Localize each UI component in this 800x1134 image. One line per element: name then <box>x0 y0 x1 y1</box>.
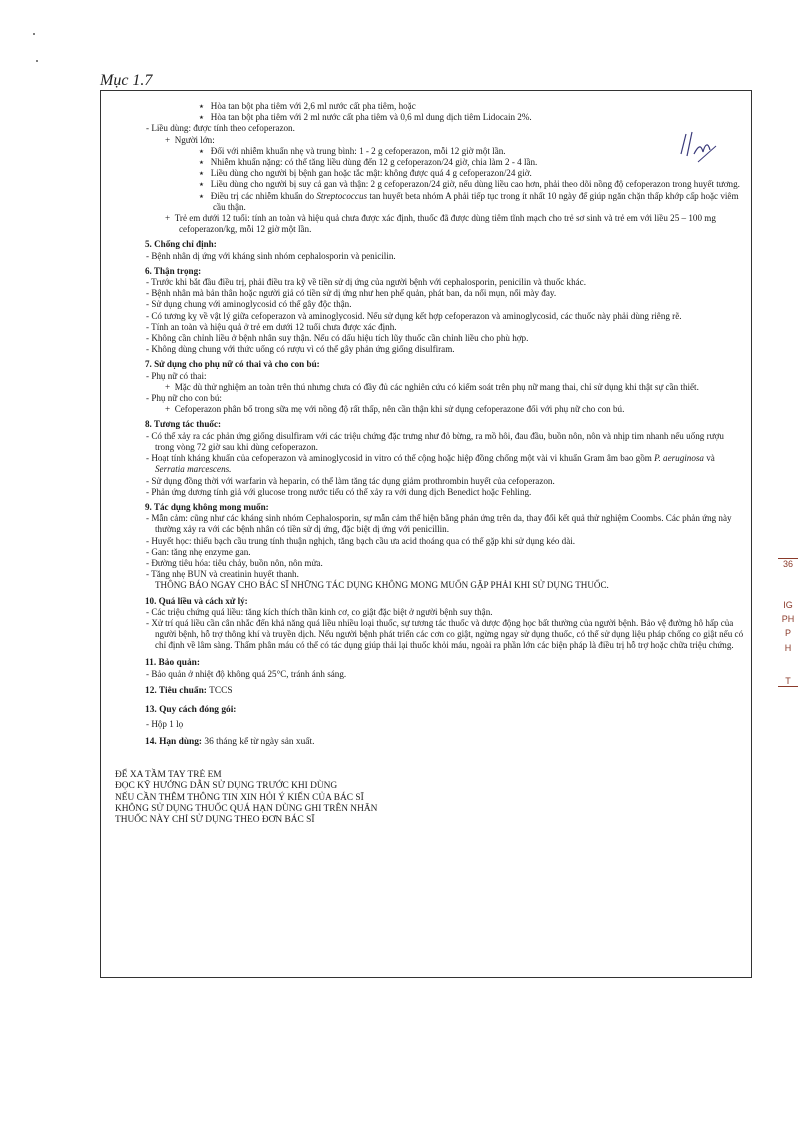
section-item: - Có thể xảy ra các phản ứng giống disulfiram với các triệu chứng đặc trưng như đỏ bừng, ra mồ hôi, đau đầu, buồn nôn, nôn và nhịp tim nhanh nếu uống rượu trong vòng 72 giờ sau khi dùng cefoperazon. <box>146 430 724 452</box>
section-item: - Phụ nữ có thai: <box>146 370 207 381</box>
section-item: - Bảo quản ở nhiệt độ không quá 25°C, tránh ánh sáng. <box>146 668 347 679</box>
section-heading: 9. Tác dụng không mong muốn: <box>145 501 269 512</box>
section-item: - Phản ứng dương tính giả với glucose trong nước tiểu có thể xảy ra với dung dịch Benedict hoặc Fehling. <box>146 486 532 497</box>
section-item: - Hộp 1 lọ <box>146 719 184 730</box>
edge-mark: 36 <box>778 558 798 569</box>
section-item: - Trước khi bắt đầu điều trị, phải điều tra kỹ về tiền sử dị ứng của người bệnh với cephalosporin, penicilin và thuốc khác. <box>146 277 586 288</box>
section-heading: 6. Thận trọng: <box>145 265 202 276</box>
warning-line: KHÔNG SỬ DỤNG THUỐC QUÁ HẠN DÙNG GHI TRÊN NHÃN <box>115 803 378 814</box>
child-dose-line: + Trẻ em dưới 12 tuổi: tính an toàn và hiệu quả chưa được xác định, thuốc đã được dùng tiêm tĩnh mạch cho trẻ sơ sinh và trẻ em với liều 25 – 100 mg cefoperazon/kg, mỗi 12 giờ một lần. <box>165 213 716 235</box>
edge-mark: PH <box>781 614 795 624</box>
warning-line: ĐỂ XA TẦM TAY TRẺ EM <box>115 769 222 780</box>
adult-dose-item: ٭ Điều trị các nhiễm khuẩn do Streptococcus tan huyết beta nhóm A phải tiếp tục trong ít nhất 10 ngày để giúp ngăn chặn thấp khớp cấp hoặc viêm cầu thận. <box>199 190 739 212</box>
adult-dose-item: ٭ Liều dùng cho người bị bệnh gan hoặc tắc mật: không được quá 4 g cefoperazon/24 giờ. <box>199 168 532 179</box>
leaflet-content <box>115 101 745 827</box>
warning-line: NẾU CẦN THÊM THÔNG TIN XIN HỎI Ý KIẾN CỦA BÁC SĨ <box>115 792 364 803</box>
section-item: - Không dùng chung với thức uống có rượu vì có thể gây phản ứng giống disulfiram. <box>146 344 455 355</box>
section-heading: 10. Quá liều và cách xử lý: <box>145 595 248 606</box>
warning-line: ĐỌC KỸ HƯỚNG DẪN SỬ DỤNG TRƯỚC KHI DÙNG <box>115 781 338 792</box>
section-subitem: + Mặc dù thử nghiệm an toàn trên thú nhưng chưa có đầy đủ các nghiên cứu có kiểm soát trên phụ nữ mang thai, chỉ sử dụng khi thật sự cần thiết. <box>165 381 699 392</box>
section-subitem: + Cefoperazon phân bố trong sữa mẹ với nồng độ rất thấp, nên cần thận khi sử dụng cefoperazone đối với phụ nữ cho con bú. <box>165 404 625 415</box>
edge-mark: P <box>784 628 791 638</box>
scan-speck <box>36 60 38 62</box>
adult-line: + Người lớn: <box>165 134 215 145</box>
section-item: - Huyết học: thiếu bạch cầu trung tính thuận nghịch, tăng bạch cầu ưa acid thoáng qua có thể gặp khi sử dụng kéo dài. <box>146 535 576 546</box>
adult-dose-item: ٭ Đối với nhiễm khuẩn nhẹ và trung bình: 1 - 2 g cefoperazon, mỗi 12 giờ một lần. <box>199 145 506 156</box>
dose-prep-line: ٭ Hòa tan bột pha tiêm với 2 ml nước cất pha tiêm và 0,6 ml dung dịch tiêm Lidocain 2%. <box>199 112 532 123</box>
section-item: - Có tương kỵ về vật lý giữa cefoperazon và aminoglycosid. Nếu sử dụng kết hợp cefoperazon và aminoglycosid, các thuốc này phải dùng riêng rẽ. <box>146 310 682 321</box>
dosage-line: - Liều dùng: được tính theo cefoperazon. <box>146 123 295 134</box>
section-item: - Bệnh nhân mà bản thân hoặc người giả có tiền sử dị ứng như hen phế quản, phát ban, da nổi mụn, nổi mày đay. <box>146 288 557 299</box>
warning-line: THUỐC NÀY CHỈ SỬ DỤNG THEO ĐƠN BÁC SĨ <box>115 815 315 826</box>
section-heading: 5. Chống chỉ định: <box>145 239 217 250</box>
section-item: - Hoạt tính kháng khuẩn của cefoperazon và aminoglycosid in vitro có thể cộng hoặc hiệp đồng chống một vài vi khuẩn Gram âm bao gồm P. aeruginosa và Serratia marcescens. <box>146 453 715 475</box>
section-item: - Sử dụng đồng thời với warfarin và heparin, có thể làm tăng tác dụng giảm prothrombin huyết của cefoperazon. <box>146 475 555 486</box>
section-item: - Gan: tăng nhẹ enzyme gan. <box>146 546 251 557</box>
section-item: - Tính an toàn và hiệu quả ở trẻ em dưới 12 tuổi chưa được xác định. <box>146 321 397 332</box>
section-item: - Sử dụng chung với aminoglycosid có thể gây độc thận. <box>146 299 352 310</box>
section-item: - Tăng nhẹ BUN và creatinin huyết thanh. <box>146 569 299 580</box>
adult-dose-item: ٭ Liều dùng cho người bị suy cả gan và thận: 2 g cefoperazon/24 giờ, nếu dùng liều cao hơn, phải theo dõi nồng độ cefoperazon trong huyết tương. <box>199 179 740 190</box>
section-heading: 12. Tiêu chuẩn: TCCS <box>145 685 233 696</box>
section-heading: 8. Tương tác thuốc: <box>145 419 222 430</box>
adverse-notice: THÔNG BÁO NGAY CHO BÁC SĨ NHỮNG TÁC DỤNG KHÔNG MONG MUỐN GẶP PHẢI KHI SỬ DỤNG THUỐC. <box>155 580 609 591</box>
section-heading: 7. Sử dụng cho phụ nữ có thai và cho con bú: <box>145 359 320 370</box>
edge-mark: H <box>784 643 792 653</box>
dose-prep-line: ٭ Hòa tan bột pha tiêm với 2,6 ml nước cất pha tiêm, hoặc <box>199 101 416 111</box>
section-item: - Mẫn cảm: cũng như các kháng sinh nhóm Cephalosporin, sự mẫn cảm thể hiện bằng phản ứng trên da, thay đổi kết quả thử nghiệm Coombs. Các phản ứng này thường xảy ra với các bệnh nhân có tiền sử dị ứng, đặc biệt dị ứng với penicillin. <box>146 513 732 535</box>
section-item: - Không cần chỉnh liều ở bệnh nhân suy thận. Nếu có dấu hiệu tích lũy thuốc cần chỉnh liều cho phù hợp. <box>146 333 529 344</box>
adult-dose-item: ٭ Nhiễm khuẩn nặng: có thể tăng liều dùng đến 12 g cefoperazon/24 giờ, chia làm 2 - 4 lần. <box>199 157 538 168</box>
edge-mark: IG <box>783 600 793 610</box>
section-heading: 14. Hạn dùng: 36 tháng kể từ ngày sản xuất. <box>145 736 315 747</box>
section-item: - Đường tiêu hóa: tiêu chảy, buồn nôn, nôn mửa. <box>146 557 323 568</box>
section-item: - Bệnh nhân dị ứng với kháng sinh nhóm cephalosporin và penicilin. <box>146 250 396 261</box>
standard-value: TCCS <box>206 685 233 696</box>
section-heading: 13. Quy cách đóng gói: <box>145 705 237 716</box>
section-heading: 11. Bảo quản: <box>145 657 200 668</box>
edge-mark: T <box>778 676 798 687</box>
section-item: - Xử trí quá liều cần cân nhắc đến khả năng quá liều nhiều loại thuốc, sự tương tác thuốc và dược động học bất thường của người bệnh. Bảo vệ đường hô hấp của người bệnh, hỗ trợ thông khí và truyền dịch. Nếu người bệnh phát triển các cơn co giật, ngừng ngay sử dụng thuốc, có thể sử dụng liệu pháp chống co giật nếu có chỉ định về lâm sàng. Thẩm phân máu có thể có tác dụng giúp thải lại thuốc khỏi máu, ngoài ra phần lớn các biện pháp là điều trị hỗ trợ hoặc chữa triệu chứng. <box>146 617 744 651</box>
page-header: Mục 1.7 <box>100 72 153 89</box>
section-item: - Các triệu chứng quá liều: tăng kích thích thần kinh cơ, co giật đặc biệt ở người bệnh suy thận. <box>146 606 493 617</box>
scan-speck <box>33 33 35 35</box>
shelf-life-value: 36 tháng kể từ ngày sản xuất. <box>202 736 315 747</box>
section-item: - Phụ nữ cho con bú: <box>146 393 222 404</box>
